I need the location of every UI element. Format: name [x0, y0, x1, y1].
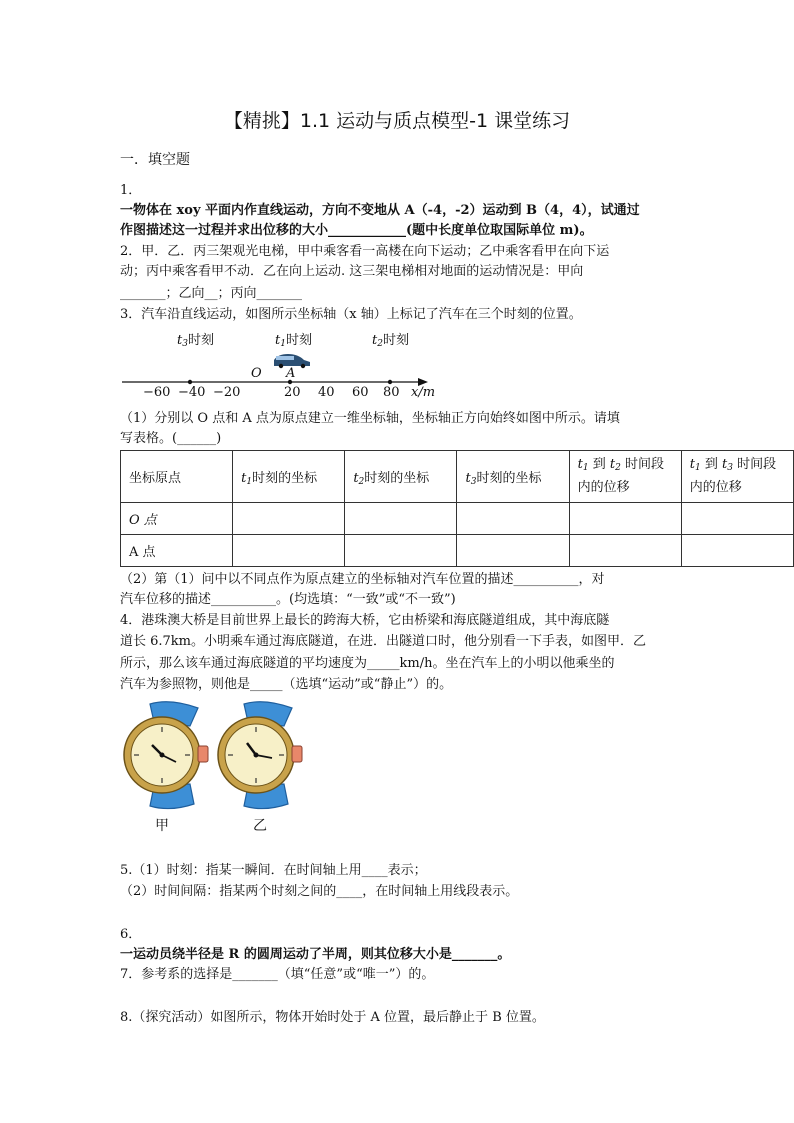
q7-line1: 7．参考系的选择是_______（填“任意”或“唯一”）的。 [120, 967, 435, 982]
table-row-label: A 点 [121, 535, 233, 567]
table-header: 坐标原点 [121, 451, 233, 503]
q6-number: 6． [120, 927, 142, 942]
table-cell[interactable] [457, 503, 569, 535]
q3-sub1-line2: 写表格。(______) [120, 431, 222, 446]
q4-line1: 4．港珠澳大桥是目前世界上最长的跨海大桥，它由桥梁和海底隧道组成，其中海底隧 [120, 613, 610, 628]
table-cell[interactable] [569, 535, 681, 567]
tick-label: 80 [383, 385, 400, 400]
table-cell[interactable] [233, 535, 345, 567]
q8-line1: 8.（探究活动）如图所示，物体开始时处于 A 位置，最后静止于 B 位置。 [120, 1010, 545, 1025]
table-header: $t_1$ 到 $t_3$ 时间段 内的位移 [681, 451, 793, 503]
table-cell[interactable] [345, 503, 457, 535]
t2-label: $t_2$时刻 [372, 333, 409, 349]
q3-sub1-line1: （1）分别以 O 点和 A 点为原点建立一维坐标轴，坐标轴正方向始终如图中所示。请填 [120, 411, 620, 426]
watch-label-jia: 甲 [155, 818, 169, 834]
q1-number: 1． [120, 183, 142, 198]
table-cell[interactable] [681, 503, 793, 535]
table-cell[interactable] [681, 535, 793, 567]
section-heading: 一．填空题 [120, 152, 190, 168]
coordinate-table [120, 450, 794, 567]
t1-label: $t_1$时刻 [275, 333, 312, 349]
table-cell[interactable] [457, 535, 569, 567]
tick-label: −40 [178, 385, 206, 400]
q3-sub2-line1: （2）第（1）问中以不同点作为原点建立的坐标轴对汽车位置的描述__________，对 [120, 572, 605, 587]
q3-sub2-line2: 汽车位移的描述__________。(均选填：“一致”或“不一致”) [120, 592, 456, 607]
q2-line2: 动；丙中乘客看甲不动．乙在向上运动. 这三架电梯相对地面的运动情况是：甲向 [120, 264, 584, 279]
q1-line1: 一物体在 xoy 平面内作直线运动，方向不变地从 A（-4，-2）运动到 B（4，4），试通过 [120, 203, 640, 218]
table-cell[interactable] [569, 503, 681, 535]
table-cell[interactable] [345, 535, 457, 567]
q1-line2: 作图描述这一过程并求出位移的大小____________(题中长度单位取国际单位 m)。 [120, 223, 593, 238]
tick-label: 40 [318, 385, 335, 400]
tick-label: −60 [143, 385, 171, 400]
table-header: $t_1$时刻的坐标 [233, 451, 345, 503]
tick-label: 60 [352, 385, 369, 400]
tick-label: −20 [213, 385, 241, 400]
q2-line1: 2．甲．乙．丙三架观光电梯，甲中乘客看一高楼在向下运动；乙中乘客看甲在向下运 [120, 244, 610, 259]
table-header: $t_3$时刻的坐标 [457, 451, 569, 503]
table-header: $t_1$ 到 $t_2$ 时间段 内的位移 [569, 451, 681, 503]
tick-label: 20 [284, 385, 301, 400]
q4-line2: 道长 6.7km。小明乘车通过海底隧道，在进．出隧道口时，他分别看一下手表，如图甲．乙 [120, 634, 647, 649]
table-row-label: O 点 [121, 503, 233, 535]
t3-label: $t_3$时刻 [177, 333, 214, 349]
q5-line2: （2）时间间隔：指某两个时刻之间的____，在时间轴上用线段表示。 [120, 884, 519, 899]
point-a-label: A [286, 366, 296, 381]
page-title: 【精挑】1.1 运动与质点模型-1 课堂练习 [223, 110, 571, 132]
q2-line3: _______；乙向__；丙向_______ [120, 286, 303, 301]
axis-label: x/m [411, 385, 436, 400]
q5-line1: 5.（1）时刻：指某一瞬间．在时间轴上用____表示； [120, 863, 427, 878]
watch-label-yi: 乙 [253, 818, 267, 834]
watch-jia-icon [120, 700, 220, 812]
q4-line4: 汽车为参照物，则他是_____（选填“运动”或“静止”）的。 [120, 677, 453, 692]
point-o-label: O [251, 366, 262, 381]
table-header: $t_2$时刻的坐标 [345, 451, 457, 503]
q3-line1: 3．汽车沿直线运动，如图所示坐标轴（x 轴）上标记了汽车在三个时刻的位置。 [120, 307, 582, 322]
table-cell[interactable] [233, 503, 345, 535]
q4-line3: 所示，那么该车通过海底隧道的平均速度为_____km/h。坐在汽车上的小明以他乘坐的 [120, 656, 615, 671]
q6-line1: 一运动员绕半径是 R 的圆周运动了半周，则其位移大小是_______。 [120, 947, 511, 962]
watch-yi-icon [214, 700, 314, 812]
